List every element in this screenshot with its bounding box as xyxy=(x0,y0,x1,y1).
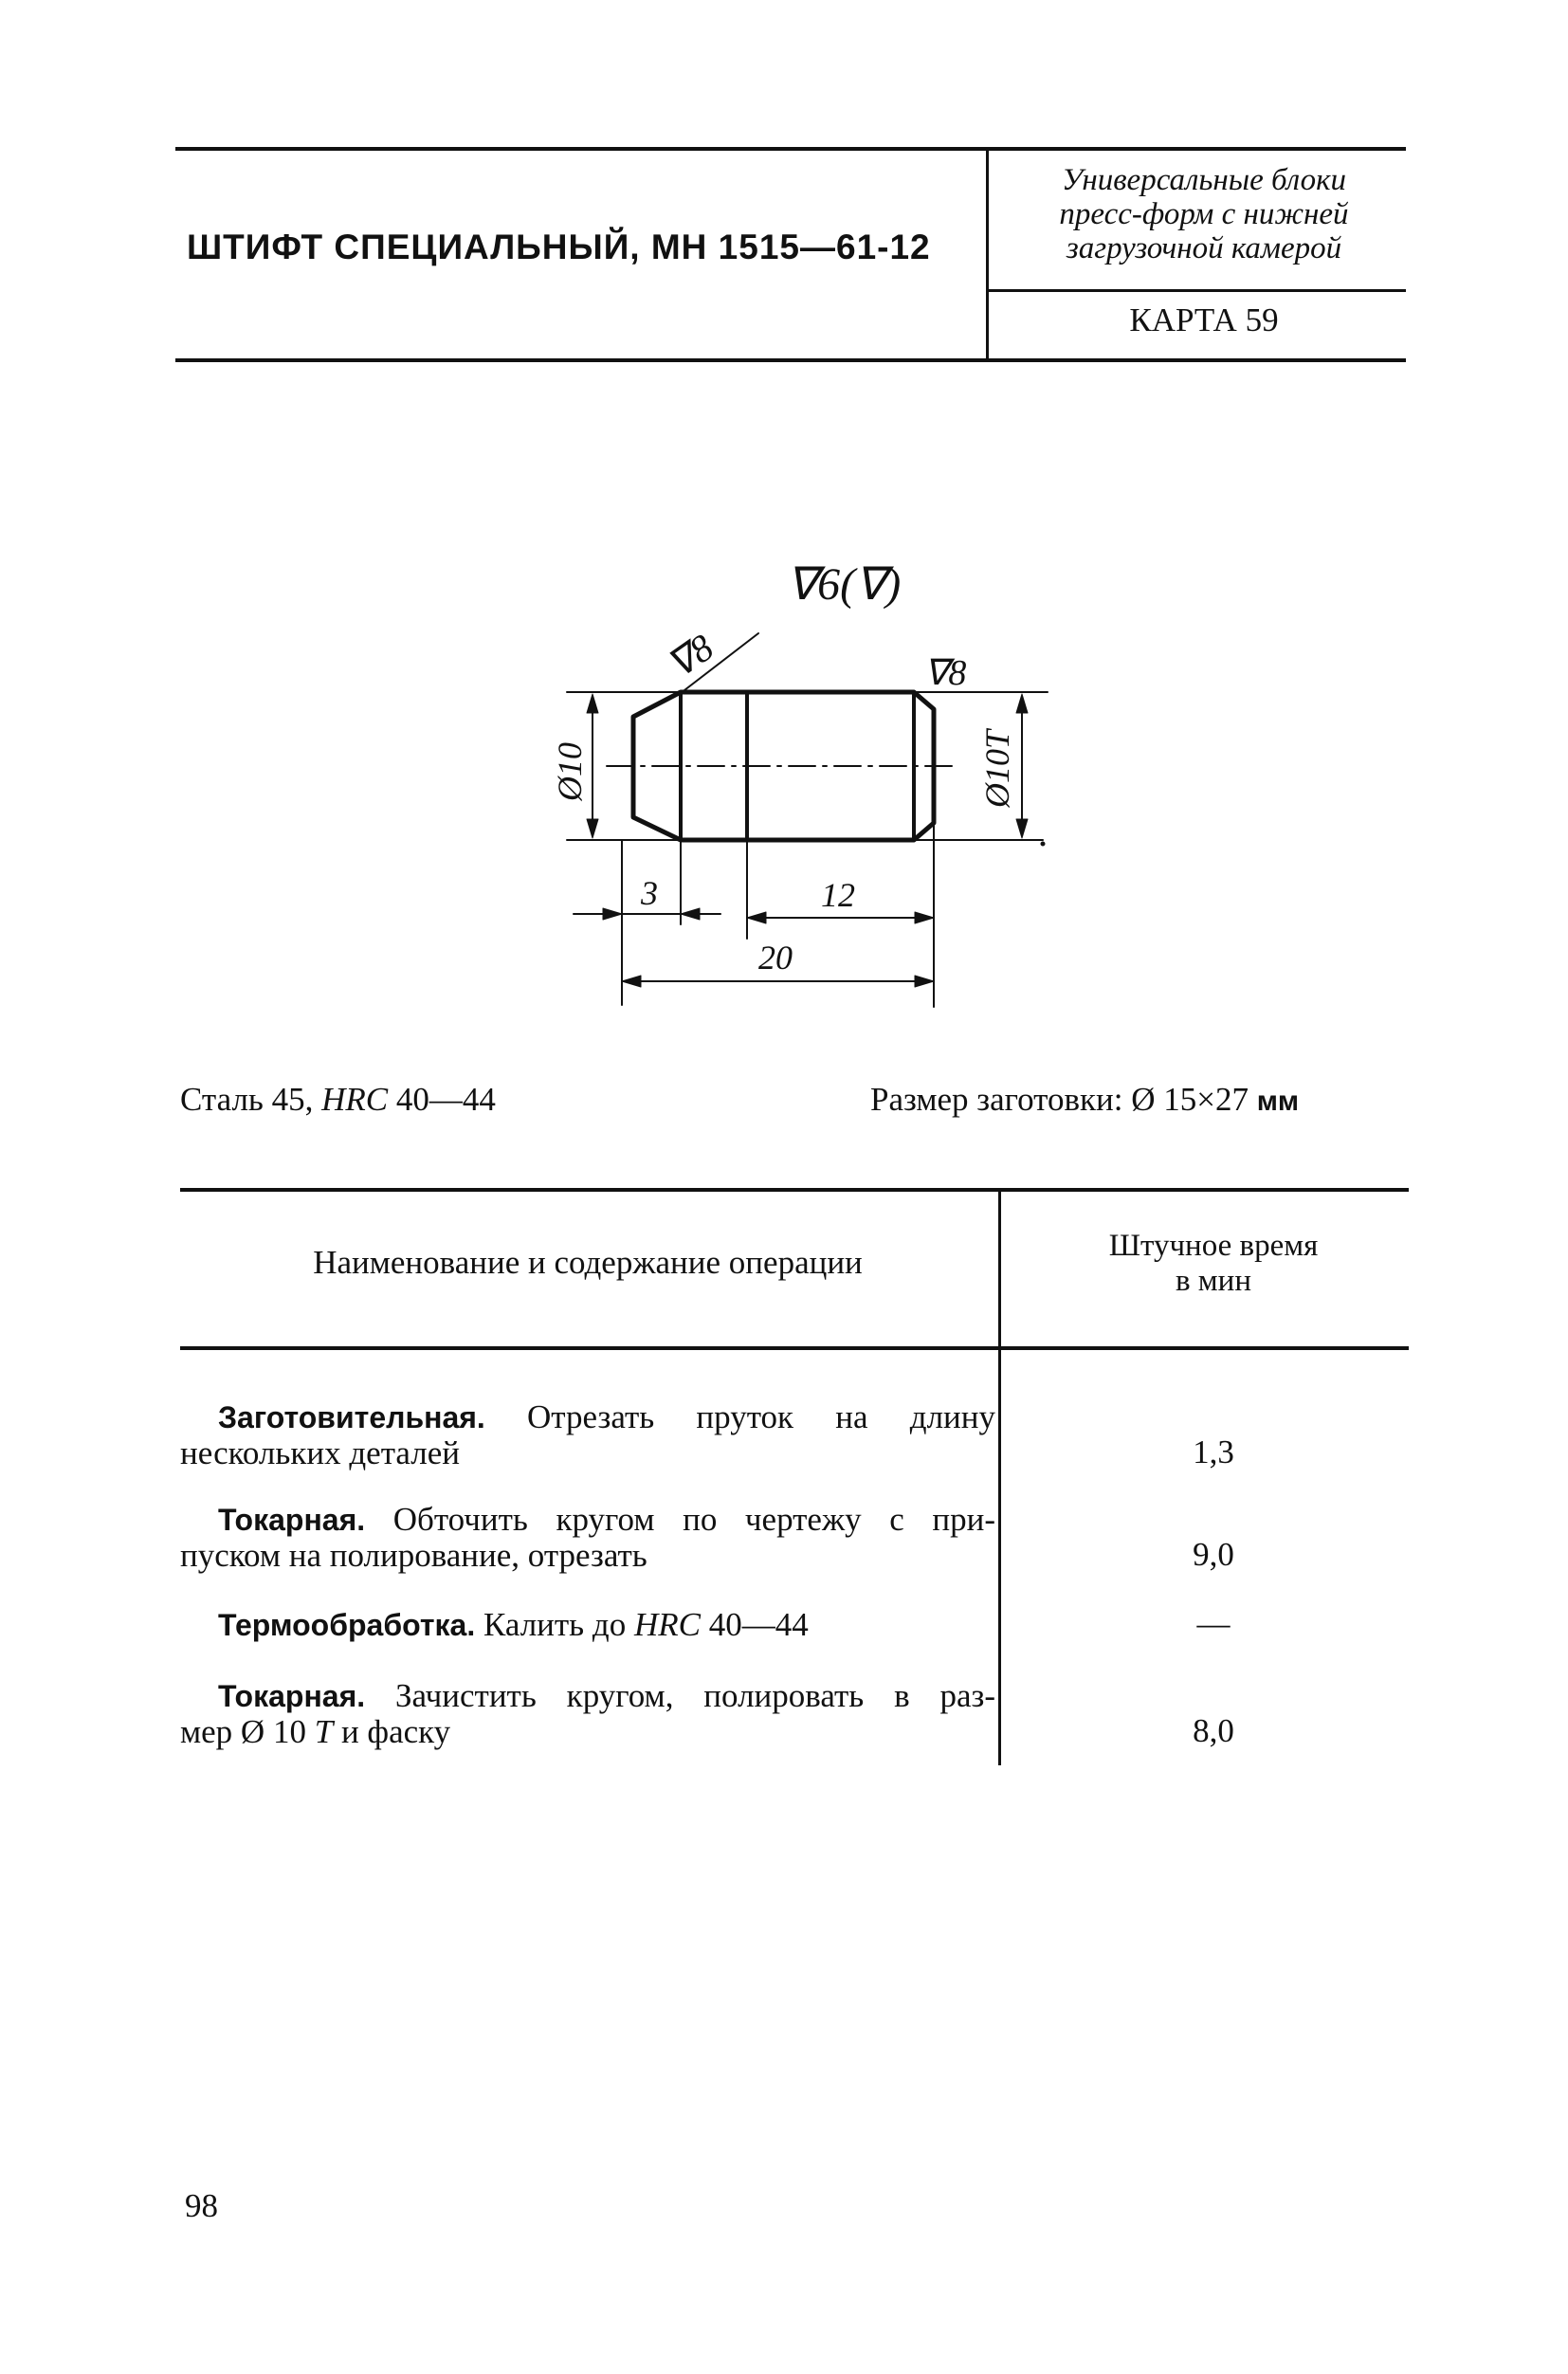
operation-name: Термообработка. xyxy=(218,1608,476,1642)
operation-row xyxy=(180,1502,995,1573)
column-header-time xyxy=(1005,1229,1422,1299)
dim-length: 20 xyxy=(758,939,793,977)
blank-unit: мм xyxy=(1256,1086,1300,1117)
table-column-divider xyxy=(998,1192,1001,1765)
operation-text: мер Ø 10 xyxy=(180,1713,306,1750)
blank-dimensions: Ø 15×27 xyxy=(1131,1081,1249,1118)
operation-text: Обточить кругом по чертежу с при- xyxy=(392,1501,996,1538)
operation-row xyxy=(180,1678,995,1749)
table-top-rule xyxy=(180,1188,1409,1192)
column-header-time-line: Штучное время xyxy=(1108,1229,1319,1263)
dim-diameter-right: Ø10Т xyxy=(978,729,1016,808)
operation-text: Зачистить кругом, полировать в раз- xyxy=(395,1677,995,1714)
operation-text: пуском на полирование, отрезать xyxy=(180,1537,647,1574)
dim-chamfer: 3 xyxy=(641,874,658,912)
subtitle-line: Универсальные блоки xyxy=(1061,163,1347,197)
column-header-time-line: в мин xyxy=(1175,1264,1252,1298)
hrc-value: 40—44 xyxy=(708,1606,809,1643)
steel-grade: Сталь 45, xyxy=(180,1081,314,1118)
operation-text: Калить до xyxy=(483,1606,627,1643)
hrc-label: HRC xyxy=(633,1606,701,1643)
pin-drawing xyxy=(0,0,1568,1043)
table-header-rule xyxy=(180,1346,1409,1350)
column-header-operation: Наименование и содержание операции xyxy=(313,1244,863,1281)
roughness-general: ∇6(∇) xyxy=(787,559,902,610)
blank-label: Размер заготовки: xyxy=(870,1081,1123,1118)
page-number: 98 xyxy=(185,2187,218,2224)
card-number: КАРТА 59 xyxy=(1129,301,1279,338)
operation-time: — xyxy=(1196,1605,1231,1642)
tolerance-mark: Т xyxy=(314,1713,334,1750)
hrc-value: 40—44 xyxy=(395,1081,496,1118)
subtitle-line: пресс-форм с нижней xyxy=(1059,197,1349,231)
operation-name: Токарная. xyxy=(218,1503,366,1537)
operation-name: Токарная. xyxy=(218,1679,366,1713)
subtitle-line: загрузочной камерой xyxy=(1066,231,1342,265)
material-spec xyxy=(180,1081,496,1119)
dim-diameter-left: Ø10 xyxy=(551,742,589,801)
operation-name: Заготовительная. xyxy=(218,1400,485,1434)
document-title: ШТИФТ СПЕЦИАЛЬНЫЙ, МН 1515—61-12 xyxy=(187,228,931,266)
dim-groove: 12 xyxy=(821,876,855,914)
blank-size xyxy=(870,1081,1299,1119)
operation-row xyxy=(180,1399,995,1470)
roughness-chamfer: ∇8 xyxy=(660,626,721,686)
operation-text: Отрезать пруток на длину xyxy=(527,1398,996,1435)
operation-time: 8,0 xyxy=(1193,1712,1234,1749)
operation-time: 9,0 xyxy=(1193,1536,1234,1573)
hrc-label: HRC xyxy=(321,1081,389,1118)
roughness-end: ∇8 xyxy=(924,653,967,693)
operation-time: 1,3 xyxy=(1193,1434,1234,1470)
operation-text: нескольких деталей xyxy=(180,1434,460,1471)
operation-text: и фаску xyxy=(340,1713,451,1750)
operation-row xyxy=(180,1607,995,1643)
